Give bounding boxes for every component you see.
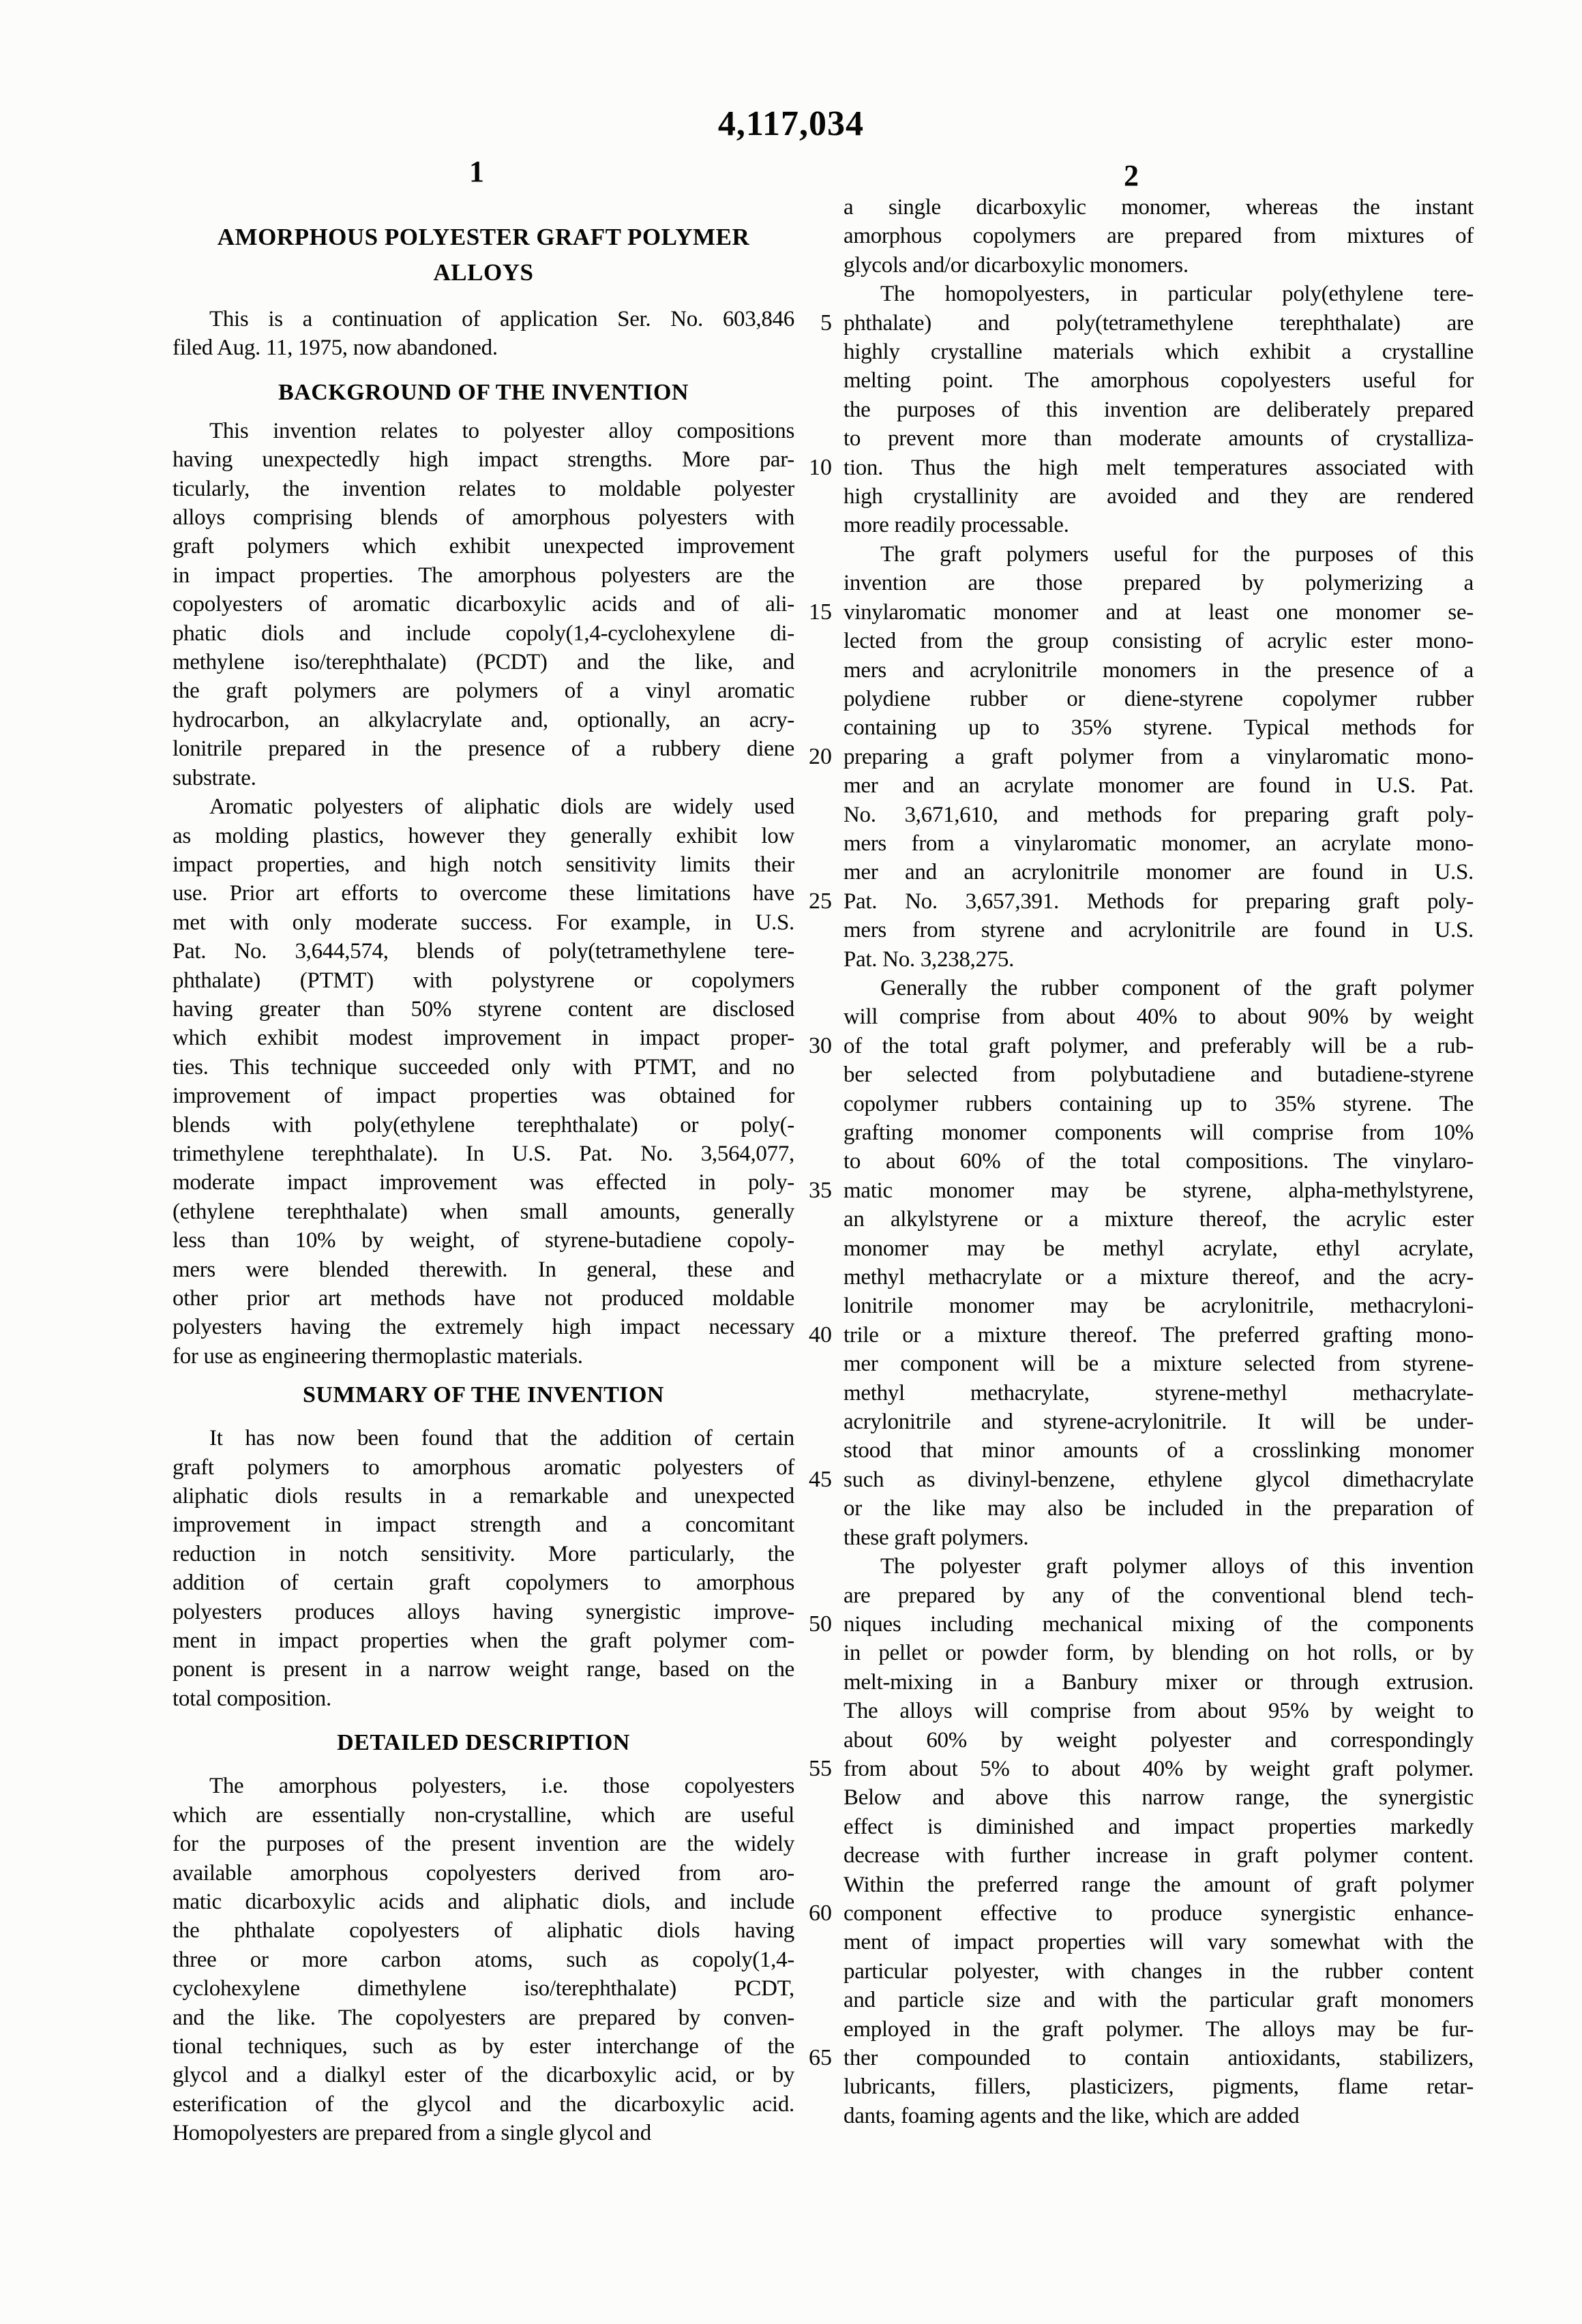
text-line: tion. Thus the high melt temperatures associated with (844, 455, 1474, 480)
text-line: three or more carbon atoms, such as copoly(1,4- (173, 1947, 794, 1972)
text-line: copolymer rubbers containing up to 35% styrene. The (844, 1091, 1474, 1116)
text-line: impact properties, and high notch sensitivity limits their (173, 852, 794, 877)
text-line: and particle size and with the particular graft monomers (844, 1988, 1474, 2013)
text-line: component effective to produce synergistic enhance- (844, 1901, 1474, 1926)
text-line: phatic diols and include copoly(1,4-cyclohexylene di- (173, 621, 794, 646)
text-line: the purposes of this invention are deliberately prepared (844, 397, 1474, 422)
gutter-line-number: 65 (809, 2044, 832, 2070)
text-line: mers from styrene and acrylonitrile are found in U.S. (844, 918, 1474, 943)
text-line: ment in impact properties when the graft polymer com- (173, 1628, 794, 1654)
text-line: in pellet or powder form, by blending on hot rolls, or by (844, 1641, 1474, 1666)
text-line: aliphatic diols results in a remarkable and unexpected (173, 1484, 794, 1509)
text-line: glycol and a dialkyl ester of the dicarboxylic acid, or by (173, 2063, 794, 2088)
text-line: Within the preferred range the amount of graft polymer (844, 1872, 1474, 1897)
text-line: filed Aug. 11, 1975, now abandoned. (173, 336, 498, 361)
paragraph (844, 974, 1474, 1552)
gutter-line-number: 10 (809, 454, 832, 480)
text-line: The amorphous polyesters, i.e. those copolyesters (209, 1774, 794, 1799)
paragraph (173, 1424, 794, 1713)
text-column-1 (173, 220, 794, 2148)
text-line: improvement of impact properties was obtained for (173, 1084, 794, 1109)
text-line: which are essentially non-crystalline, which are useful (173, 1802, 794, 1828)
text-line: other prior art methods have not produced moldable (173, 1286, 794, 1311)
text-line: (ethylene terephthalate) when small amounts, generally (173, 1199, 794, 1224)
text-line: stood that minor amounts of a crosslinking monomer (844, 1438, 1474, 1463)
patent-number: 4,117,034 (717, 104, 865, 143)
text-line: glycols and/or dicarboxylic monomers. (844, 252, 1189, 278)
text-line: mer and an acrylonitrile monomer are found in U.S. (844, 860, 1474, 885)
paragraph (844, 280, 1474, 540)
text-line: Pat. No. 3,644,574, blends of poly(tetramethylene tere- (173, 939, 794, 964)
text-line: met with only moderate success. For example, in U.S. (173, 910, 794, 935)
paragraph (844, 1552, 1474, 2130)
text-line: invention are those prepared by polymerizing a (844, 571, 1474, 596)
text-line: total composition. (173, 1686, 331, 1711)
text-line: highly crystalline materials which exhibit a crystalline (844, 340, 1474, 365)
text-line: the graft polymers are polymers of a vinyl aromatic (173, 679, 794, 704)
column2-page-number: 2 (1124, 159, 1139, 192)
gutter-line-number: 15 (809, 599, 832, 625)
text-line: Homopolyesters are prepared from a single glycol and (173, 2121, 651, 2146)
text-line: for the purposes of the present invention are the widely (173, 1832, 794, 1857)
text-line: will comprise from about 40% to about 90% by weight (844, 1004, 1474, 1030)
text-line: lected from the group consisting of acrylic ester mono- (844, 629, 1474, 654)
gutter-line-number: 5 (820, 310, 832, 336)
text-line: copolyesters of aromatic dicarboxylic acids and of ali- (173, 592, 794, 617)
text-line: from about 5% to about 40% by weight graft polymer. (844, 1756, 1474, 1781)
text-line: grafting monomer components will comprise from 10% (844, 1120, 1474, 1145)
section-heading: DETAILED DESCRIPTION (337, 1730, 630, 1756)
paragraph (173, 792, 794, 1371)
text-line: polydiene rubber or diene-styrene copolymer rubber (844, 686, 1474, 711)
text-line: cyclohexylene dimethylene iso/terephthalate) PCDT, (173, 1976, 794, 2001)
text-line: in impact properties. The amorphous polyesters are the (173, 563, 794, 588)
text-line: polyesters having the extremely high impact necessary (173, 1315, 794, 1340)
text-line: This is a continuation of application Ser. No. 603,846 (209, 307, 794, 331)
text-line: methylene iso/terephthalate) (PCDT) and the like, and (173, 650, 794, 675)
paragraph (173, 1772, 794, 2147)
text-line: moderate impact improvement was effected in poly- (173, 1170, 794, 1195)
text-line: ther compounded to contain antioxidants, stabilizers, (844, 2046, 1474, 2070)
text-line: lonitrile prepared in the presence of a rubbery diene (173, 736, 794, 762)
text-line: vinylaromatic monomer and at least one monomer se- (844, 599, 1474, 625)
text-line: of the total graft polymer, and preferably will be a rub- (844, 1033, 1474, 1058)
paragraph (173, 417, 794, 792)
text-line: ticularly, the invention relates to moldable polyester (173, 476, 794, 501)
section-heading: BACKGROUND OF THE INVENTION (278, 379, 689, 405)
text-line: ties. This technique succeeded only with PTMT, and no (173, 1054, 794, 1079)
text-line: these graft polymers. (844, 1525, 1029, 1550)
section-heading: SUMMARY OF THE INVENTION (303, 1382, 664, 1408)
text-line: preparing a graft polymer from a vinylaromatic mono- (844, 744, 1474, 769)
text-line: methyl methacrylate or a mixture thereof, and the acry- (844, 1265, 1474, 1290)
paragraph (173, 305, 794, 363)
text-line: tional techniques, such as by ester interchange of the (173, 2034, 794, 2059)
text-line: about 60% by weight polyester and correspondingly (844, 1727, 1474, 1753)
text-line: such as divinyl-benzene, ethylene glycol dimethacrylate (844, 1467, 1474, 1492)
text-line: high crystallinity are avoided and they are rendered (844, 484, 1474, 509)
text-line: less than 10% by weight, of styrene-butadiene copoly- (173, 1228, 794, 1253)
paragraph (844, 540, 1474, 974)
invention-title-line: ALLOYS (433, 259, 534, 286)
invention-title-line: AMORPHOUS POLYESTER GRAFT POLYMER (217, 224, 750, 250)
text-line: available amorphous copolyesters derived from aro- (173, 1860, 794, 1886)
text-line: Aromatic polyesters of aliphatic diols are widely used (209, 794, 794, 820)
text-line: addition of certain graft copolymers to amorphous (173, 1570, 794, 1596)
text-line: The homopolyesters, in particular poly(ethylene tere- (880, 282, 1474, 307)
text-line: mers from a vinylaromatic monomer, an acrylate mono- (844, 831, 1474, 856)
column2-content (844, 193, 1474, 2130)
text-line: phthalate) and poly(tetramethylene terephthalate) are (844, 310, 1474, 336)
text-line: decrease with further increase in graft polymer content. (844, 1843, 1474, 1868)
text-line: acrylonitrile and styrene-acrylonitrile. It will be under- (844, 1410, 1474, 1435)
gutter-line-number: 40 (809, 1322, 832, 1347)
text-line: as molding plastics, however they generally exhibit low (173, 823, 794, 848)
text-line: mer component will be a mixture selected from styrene- (844, 1352, 1474, 1377)
gutter-line-number: 50 (809, 1611, 832, 1637)
text-line: mers and acrylonitrile monomers in the presence of a (844, 657, 1474, 683)
text-line: monomer may be methyl acrylate, ethyl acrylate, (844, 1236, 1474, 1261)
text-line: use. Prior art efforts to overcome these limitations have (173, 881, 794, 906)
paragraph (844, 193, 1474, 280)
text-line: alloys comprising blends of amorphous polyesters with (173, 505, 794, 531)
text-line: effect is diminished and impact properties markedly (844, 1814, 1474, 1839)
text-line: graft polymers which exhibit unexpected improvement (173, 534, 794, 559)
text-line: Pat. No. 3,238,275. (844, 947, 1015, 972)
text-line: improvement in impact strength and a concomitant (173, 1513, 794, 1538)
text-line: The polyester graft polymer alloys of this invention (880, 1554, 1474, 1579)
text-line: Pat. No. 3,657,391. Methods for preparing graft poly- (844, 889, 1474, 914)
text-line: are prepared by any of the conventional blend tech- (844, 1583, 1474, 1608)
text-line: This invention relates to polyester alloy compositions (209, 418, 794, 443)
text-line: blends with poly(ethylene terephthalate) or poly(- (173, 1112, 794, 1137)
text-line: the phthalate copolyesters of aliphatic diols having (173, 1918, 794, 1943)
text-line: hydrocarbon, an alkylacrylate and, optionally, an acry- (173, 707, 794, 732)
gutter-line-number: 30 (809, 1032, 832, 1058)
text-line: mers were blended therewith. In general, these and (173, 1257, 794, 1282)
text-line: to prevent more than moderate amounts of crystalliza- (844, 426, 1474, 451)
text-line: and the like. The copolyesters are prepared by conven- (173, 2005, 794, 2030)
text-line: phthalate) (PTMT) with polystyrene or copolymers (173, 968, 794, 993)
text-line: reduction in notch sensitivity. More particularly, the (173, 1541, 794, 1566)
text-line: ponent is present in a narrow weight range, based on the (173, 1657, 794, 1682)
text-line: or the like may also be included in the preparation of (844, 1496, 1474, 1521)
text-line: to about 60% of the total compositions. The vinylaro- (844, 1149, 1474, 1174)
gutter-line-number: 35 (809, 1177, 832, 1203)
text-line: It has now been found that the addition of certain (209, 1426, 794, 1451)
text-line: ment of impact properties will vary somewhat with the (844, 1930, 1474, 1955)
text-line: Below and above this narrow range, the synergistic (844, 1785, 1474, 1811)
text-line: No. 3,671,610, and methods for preparing graft poly- (844, 802, 1474, 827)
text-line: amorphous copolymers are prepared from mixtures of (844, 224, 1474, 249)
invention-title (173, 220, 794, 290)
text-line: niques including mechanical mixing of the components (844, 1611, 1474, 1637)
text-line: melt-mixing in a Banbury mixer or through extrusion. (844, 1669, 1474, 1695)
text-line: Generally the rubber component of the graft polymer (880, 975, 1474, 1000)
text-line: an alkylstyrene or a mixture thereof, the acrylic ester (844, 1207, 1474, 1232)
column1-page-number: 1 (469, 155, 484, 188)
text-line: substrate. (173, 765, 256, 790)
gutter-line-number: 45 (809, 1466, 832, 1492)
text-line: matic monomer may be styrene, alpha-methylstyrene, (844, 1178, 1474, 1203)
text-line: esterification of the glycol and the dicarboxylic acid. (173, 2091, 794, 2117)
text-line: mer and an acrylate monomer are found in U.S. Pat. (844, 773, 1474, 799)
text-line: containing up to 35% styrene. Typical methods for (844, 715, 1474, 741)
gutter-line-number: 60 (809, 1900, 832, 1926)
text-line: a single dicarboxylic monomer, whereas the instant (844, 195, 1474, 220)
text-line: employed in the graft polymer. The alloys may be fur- (844, 2016, 1474, 2042)
gutter-line-number: 55 (809, 1755, 832, 1781)
text-line: The alloys will comprise from about 95% by weight to (844, 1699, 1474, 1724)
gutter-line-number: 25 (809, 888, 832, 914)
text-line: trimethylene terephthalate). In U.S. Pat. No. 3,564,077, (173, 1141, 794, 1166)
text-line: trile or a mixture thereof. The preferred grafting mono- (844, 1322, 1474, 1347)
text-line: graft polymers to amorphous aromatic polyesters of (173, 1455, 794, 1480)
text-line: The graft polymers useful for the purposes of this (880, 541, 1474, 567)
text-line: melting point. The amorphous copolyesters useful for (844, 368, 1474, 393)
text-line: matic dicarboxylic acids and aliphatic diols, and include (173, 1889, 794, 1914)
text-column-2 (844, 193, 1474, 2130)
text-line: particular polyester, with changes in the rubber content (844, 1958, 1474, 1984)
text-line: ber selected from polybutadiene and butadiene-styrene (844, 1062, 1474, 1088)
text-line: which exhibit modest improvement in impact proper- (173, 1026, 794, 1051)
column1-content (173, 305, 794, 2148)
gutter-line-number: 20 (809, 743, 832, 769)
text-line: polyesters produces alloys having synergistic improve- (173, 1599, 794, 1624)
text-line: lubricants, fillers, plasticizers, pigments, flame retar- (844, 2074, 1474, 2100)
text-line: methyl methacrylate, styrene-methyl methacrylate- (844, 1380, 1474, 1405)
text-line: having greater than 50% styrene content are disclosed (173, 996, 794, 1022)
text-line: dants, foaming agents and the like, which are added (844, 2103, 1300, 2128)
text-line: lonitrile monomer may be acrylonitrile, methacryloni- (844, 1294, 1474, 1319)
text-line: more readily processable. (844, 513, 1069, 538)
text-line: having unexpectedly high impact strengths. More par- (173, 447, 794, 473)
text-line: for use as engineering thermoplastic materials. (173, 1343, 583, 1369)
